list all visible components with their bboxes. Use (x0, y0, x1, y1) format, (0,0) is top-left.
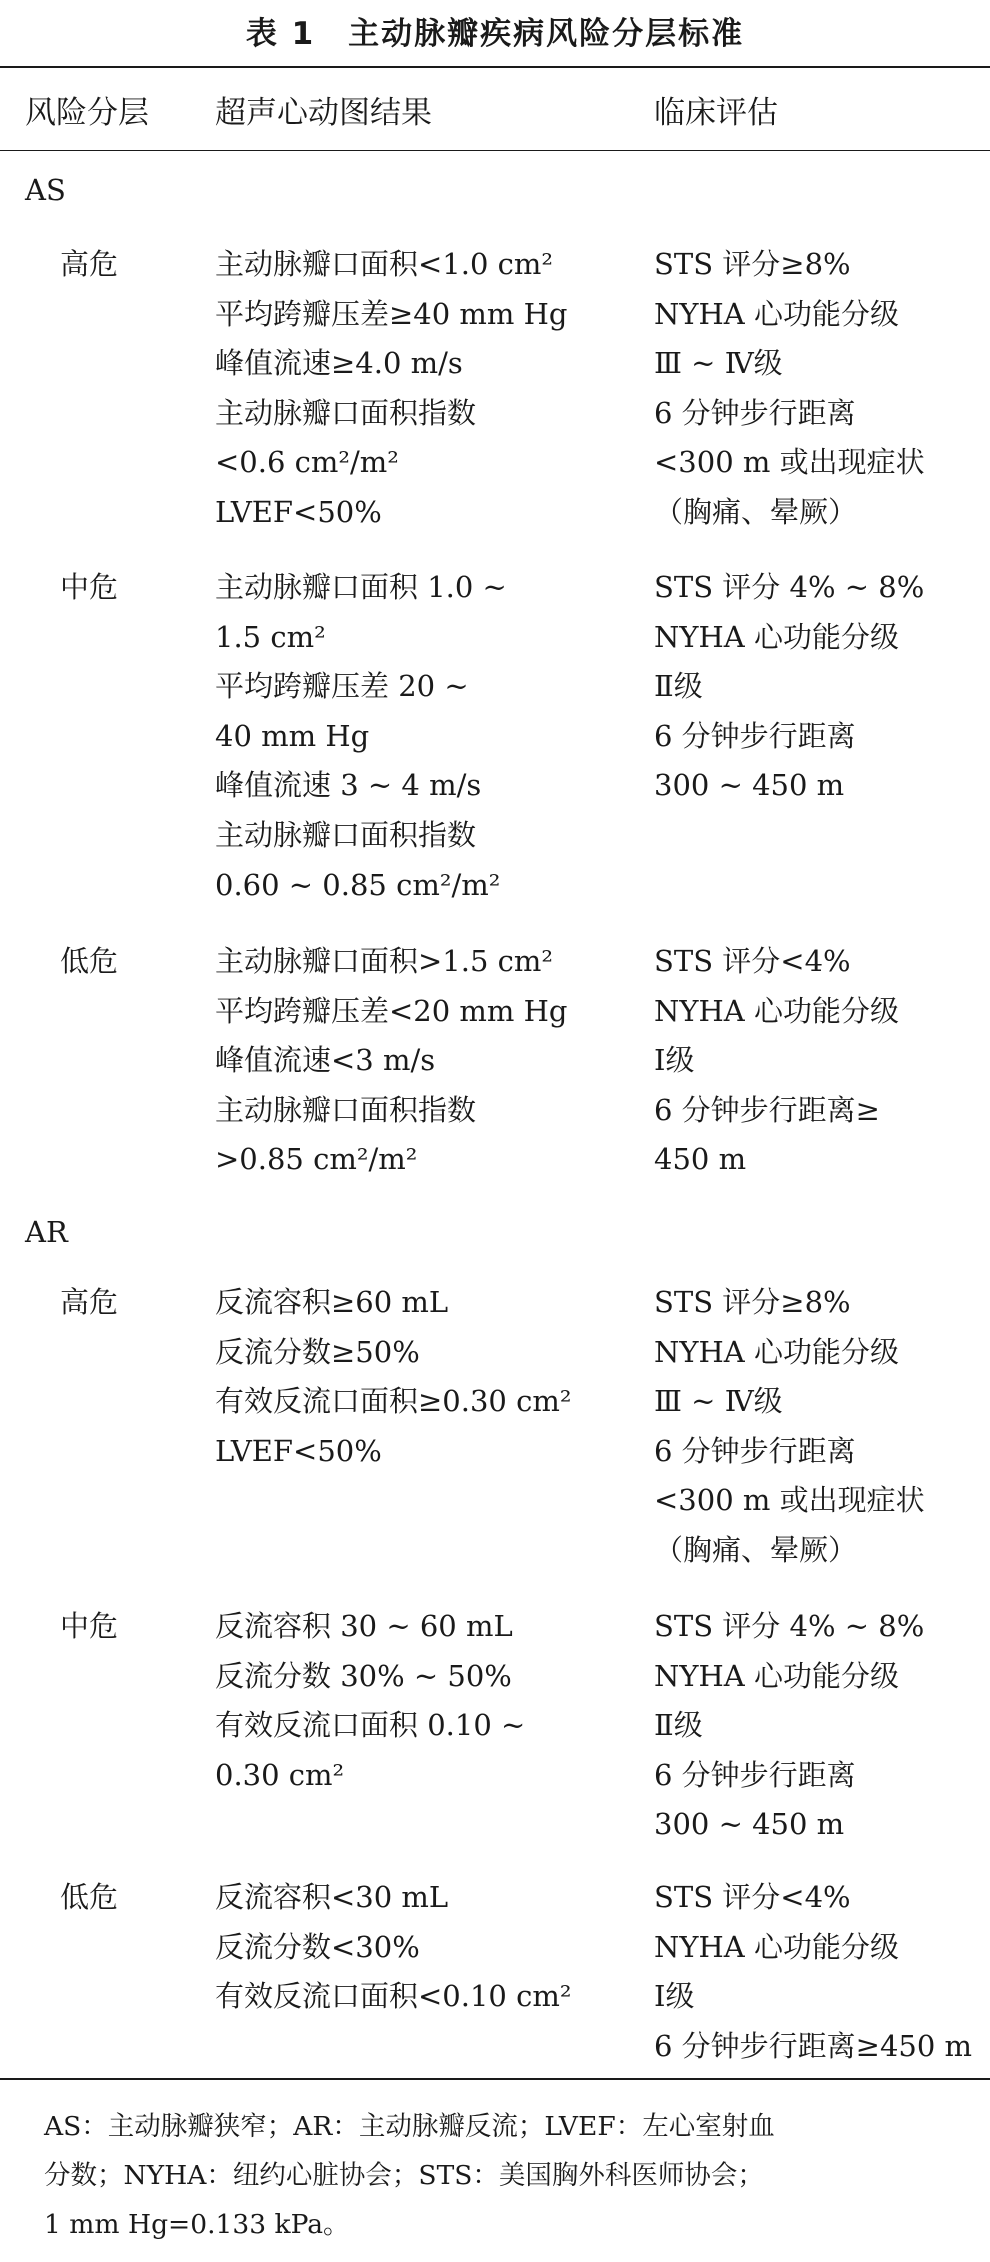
echo-line: 主动脉瓣口面积>1.5 cm² (215, 944, 554, 978)
table-title: 表 1 主动脉瓣疾病风险分层标准 (245, 16, 745, 52)
as-mid-echo (215, 563, 507, 910)
clinical-line: NYHA 心功能分级 (654, 619, 899, 654)
echo-line: LVEF<50% (215, 1433, 382, 1468)
echo-line: 反流分数<30% (215, 1929, 420, 1964)
clinical-line: STS 评分 4% ~ 8% (654, 1609, 925, 1643)
echo-line: 有效反流口面积≥0.30 cm² (215, 1384, 572, 1419)
echo-line: 主动脉瓣口面积指数 (215, 395, 477, 430)
echo-line: 主动脉瓣口面积指数 (215, 1092, 477, 1127)
top-rule (0, 66, 990, 68)
as-low-clinical (654, 937, 899, 1185)
clinical-line: 6 分钟步行距离 (654, 1433, 856, 1468)
clinical-line: STS 评分≥8% (654, 247, 851, 281)
clinical-line: 6 分钟步行距离≥ (654, 1092, 880, 1127)
footnote-line: 分数；NYHA：纽约心脏协会；STS：美国胸外科医师协会； (44, 2160, 764, 2191)
ar-high-risk: 高危 (60, 1285, 119, 1319)
clinical-line: 6 分钟步行距离≥450 m (654, 2028, 973, 2063)
echo-line: 反流分数 30% ~ 50% (215, 1658, 512, 1693)
echo-line: 平均跨瓣压差 20 ~ (215, 669, 469, 704)
bottom-rule (0, 2078, 990, 2080)
clinical-line: NYHA 心功能分级 (654, 1334, 899, 1369)
clinical-line: 6 分钟步行距离 (654, 1757, 856, 1792)
echo-line: 主动脉瓣口面积<1.0 cm² (215, 247, 554, 281)
ar-low-risk: 低危 (60, 1880, 119, 1914)
clinical-line: 450 m (654, 1142, 747, 1177)
clinical-line: NYHA 心功能分级 (654, 1929, 899, 1964)
clinical-line: NYHA 心功能分级 (654, 1658, 899, 1693)
clinical-line: <300 m 或出现症状 (654, 1483, 925, 1518)
as-high-echo (215, 240, 568, 538)
header-clinical: 临床评估 (654, 95, 778, 131)
echo-line: 40 mm Hg (215, 718, 370, 753)
clinical-line: Ⅰ级 (654, 1979, 695, 2014)
echo-line: 反流容积<30 mL (215, 1880, 449, 1914)
echo-line: 峰值流速≥4.0 m/s (215, 346, 463, 381)
echo-line: 有效反流口面积 0.10 ~ (215, 1708, 526, 1743)
clinical-line: （胸痛、晕厥） (654, 494, 858, 529)
ar-low-clinical (654, 1873, 972, 2071)
clinical-line: Ⅲ ~ Ⅳ级 (654, 346, 783, 381)
echo-line: 平均跨瓣压差≥40 mm Hg (215, 296, 568, 331)
echo-line: 1.5 cm² (215, 619, 326, 654)
header-rule (0, 150, 990, 151)
group-label-as: AS (25, 173, 66, 207)
header-risk: 风险分层 (25, 95, 149, 131)
clinical-line: STS 评分 4% ~ 8% (654, 570, 925, 604)
echo-line: >0.85 cm²/m² (215, 1142, 418, 1177)
as-high-risk: 高危 (60, 247, 119, 281)
table-header (0, 90, 990, 136)
clinical-line: 6 分钟步行距离 (654, 395, 856, 430)
echo-line: 有效反流口面积<0.10 cm² (215, 1979, 572, 2014)
as-mid-risk: 中危 (60, 570, 119, 604)
footnote-line: AS：主动脉瓣狭窄；AR：主动脉瓣反流；LVEF：左心室射血 (44, 2111, 775, 2142)
echo-line: 0.30 cm² (215, 1757, 345, 1792)
clinical-line: Ⅱ级 (654, 1708, 703, 1743)
ar-high-echo (215, 1278, 571, 1476)
clinical-line: STS 评分<4% (654, 944, 851, 978)
clinical-line: STS 评分<4% (654, 1880, 851, 1914)
clinical-line: 300 ~ 450 m (654, 768, 845, 803)
clinical-line: Ⅱ级 (654, 669, 703, 704)
ar-low-echo (215, 1873, 571, 2022)
footnote-line: 1 mm Hg=0.133 kPa。 (44, 2209, 350, 2240)
clinical-line: Ⅰ级 (654, 1043, 695, 1078)
clinical-line: STS 评分≥8% (654, 1285, 851, 1319)
clinical-line: <300 m 或出现症状 (654, 445, 925, 480)
echo-line: 0.60 ~ 0.85 cm²/m² (215, 867, 501, 902)
echo-line: 反流容积 30 ~ 60 mL (215, 1609, 513, 1643)
table-footnote (44, 2102, 964, 2249)
echo-line: 主动脉瓣口面积 1.0 ~ (215, 570, 507, 604)
ar-mid-clinical (654, 1602, 924, 1850)
as-high-clinical (654, 240, 925, 538)
ar-mid-echo (215, 1602, 525, 1800)
as-low-risk: 低危 (60, 944, 119, 978)
group-label-ar: AR (25, 1215, 68, 1249)
header-echo: 超声心动图结果 (215, 95, 432, 131)
ar-high-clinical (654, 1278, 925, 1576)
clinical-line: 6 分钟步行距离 (654, 718, 856, 753)
echo-line: <0.6 cm²/m² (215, 445, 399, 480)
as-low-echo (215, 937, 568, 1185)
clinical-line: NYHA 心功能分级 (654, 993, 899, 1028)
clinical-line: NYHA 心功能分级 (654, 296, 899, 331)
echo-line: 反流容积≥60 mL (215, 1285, 449, 1319)
ar-mid-risk: 中危 (60, 1609, 119, 1643)
clinical-line: Ⅲ ~ Ⅳ级 (654, 1384, 783, 1419)
echo-line: 主动脉瓣口面积指数 (215, 817, 477, 852)
clinical-line: （胸痛、晕厥） (654, 1532, 858, 1567)
echo-line: 峰值流速 3 ~ 4 m/s (215, 768, 482, 803)
echo-line: 反流分数≥50% (215, 1334, 420, 1369)
echo-line: 峰值流速<3 m/s (215, 1043, 436, 1078)
as-mid-clinical (654, 563, 924, 811)
clinical-line: 300 ~ 450 m (654, 1807, 845, 1842)
echo-line: LVEF<50% (215, 494, 382, 529)
echo-line: 平均跨瓣压差<20 mm Hg (215, 993, 568, 1028)
